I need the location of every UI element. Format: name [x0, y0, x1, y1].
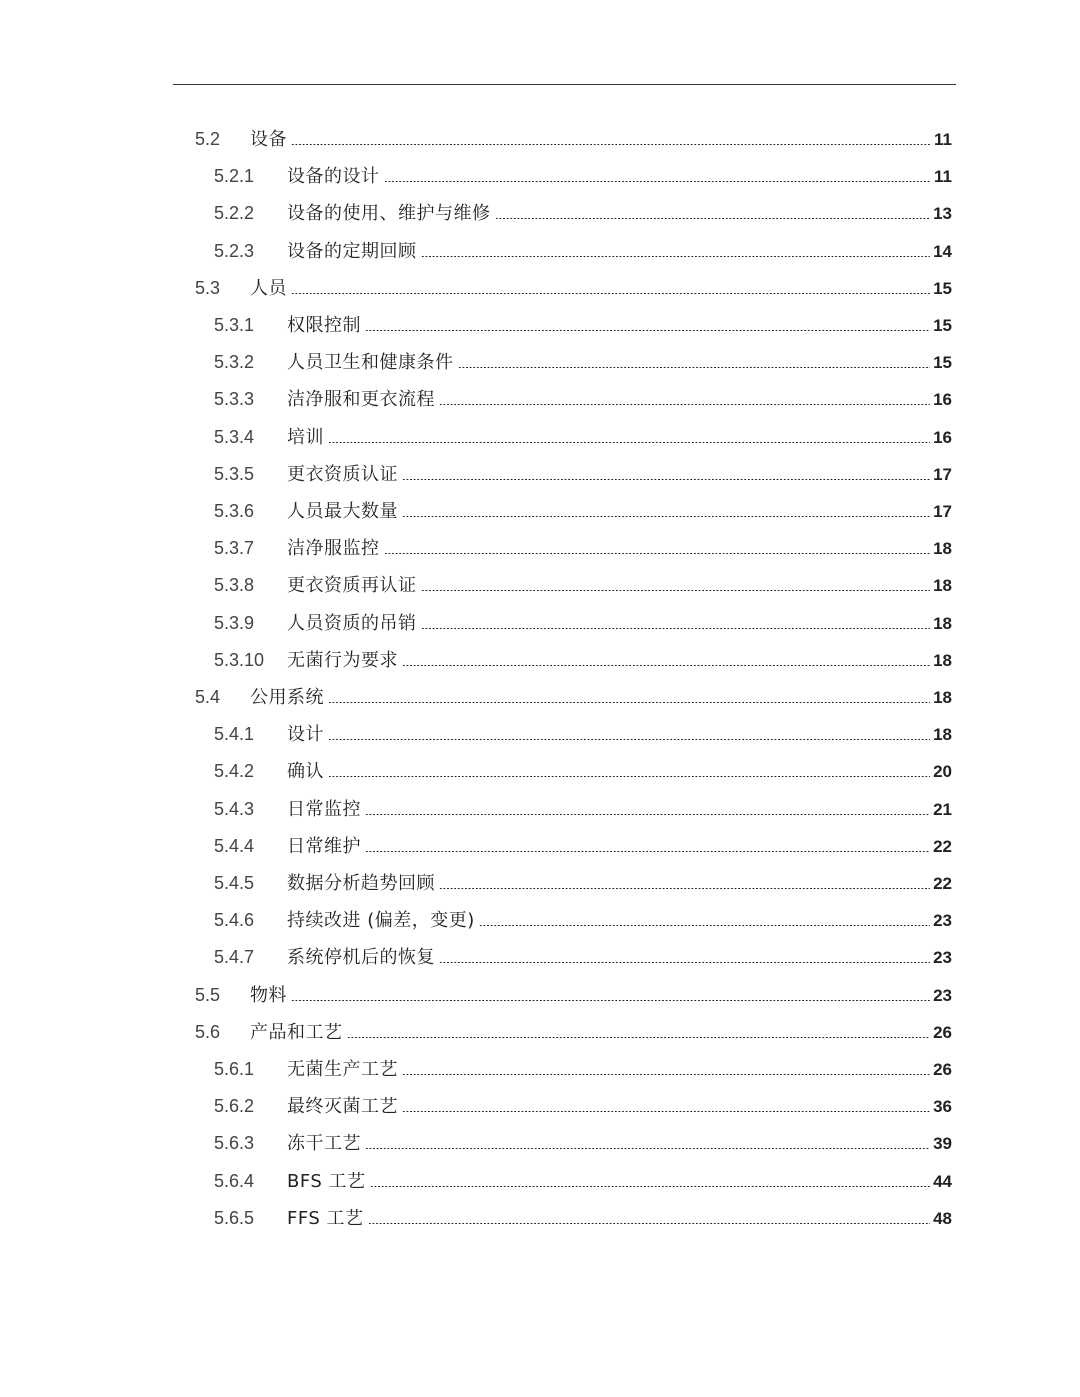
toc-page-number: 18 [933, 725, 952, 745]
toc-section-title: 人员资质的吊销 [287, 612, 417, 634]
toc-dot-leader [439, 404, 930, 405]
toc-page-number: 39 [933, 1134, 952, 1154]
toc-page-number: 48 [933, 1208, 952, 1228]
toc-page-number: 17 [933, 464, 952, 484]
toc-entry[interactable] [0, 939, 1080, 976]
toc-section-number: 5.3.7 [214, 538, 255, 559]
toc-page-number: 11 [934, 130, 952, 149]
toc-entry-line [287, 1051, 952, 1088]
toc-section-title: 培训 [287, 426, 324, 448]
toc-dot-leader [365, 330, 930, 331]
toc-dot-leader [291, 144, 931, 145]
toc-section-number: 5.4.3 [214, 798, 255, 819]
toc-section-number: 5.2 [195, 129, 221, 149]
toc-page-number: 14 [933, 241, 952, 261]
toc-page-number: 18 [933, 539, 952, 559]
toc-section-number: 5.6.3 [214, 1133, 255, 1154]
toc-section-number: 5.2.2 [214, 203, 255, 224]
toc-dot-leader [495, 218, 931, 219]
toc-page-number: 23 [933, 911, 952, 931]
toc-dot-leader [421, 256, 931, 257]
toc-dot-leader [365, 851, 930, 852]
toc-entry[interactable] [0, 121, 1080, 158]
toc-entry-line [287, 307, 952, 344]
toc-entry-line [287, 567, 952, 604]
toc-dot-leader [402, 1074, 930, 1075]
toc-section-title: 日常维护 [287, 835, 361, 857]
toc-page-number: 15 [933, 353, 952, 373]
toc-section-title: 公用系统 [250, 687, 324, 708]
toc-entry[interactable] [0, 419, 1080, 456]
toc-dot-leader [439, 962, 930, 963]
toc-entry-line [287, 419, 952, 456]
toc-dot-leader [328, 442, 930, 443]
toc-dot-leader [365, 814, 930, 815]
toc-section-title: FFS 工艺 [287, 1207, 364, 1229]
toc-section-title: 设备的定期回顾 [287, 240, 417, 262]
toc-entry[interactable] [0, 1051, 1080, 1088]
toc-section-number: 5.3.2 [214, 352, 255, 373]
toc-entry-line [287, 865, 952, 902]
toc-section-title: 洁净服监控 [287, 538, 380, 560]
toc-section-title: 更衣资质认证 [287, 463, 398, 485]
toc-section-title: 确认 [287, 761, 324, 783]
toc-section-number: 5.6.5 [214, 1207, 255, 1228]
toc-dot-leader [402, 665, 930, 666]
toc-section-title: 人员 [250, 277, 287, 299]
toc-entry-line [287, 716, 952, 753]
toc-section-number: 5.5 [195, 984, 221, 1005]
toc-entry[interactable] [0, 977, 1080, 1014]
toc-dot-leader [291, 1000, 930, 1001]
toc-dot-leader [421, 628, 931, 629]
toc-page-number: 44 [933, 1171, 952, 1191]
toc-entry[interactable] [0, 530, 1080, 567]
toc-dot-leader [384, 181, 932, 182]
toc-entry[interactable] [0, 716, 1080, 753]
toc-section-title: 更衣资质再认证 [287, 575, 417, 597]
toc-entry[interactable] [0, 679, 1080, 716]
toc-section-title: 设备的使用、维护与维修 [287, 203, 491, 225]
toc-page-number: 22 [933, 874, 952, 893]
toc-entry-line [287, 605, 952, 642]
toc-dot-leader [458, 367, 931, 368]
toc-dot-leader [439, 888, 930, 889]
toc-section-number: 5.4.5 [214, 873, 255, 893]
toc-section-title: 设备的设计 [287, 166, 380, 188]
header-rule [173, 84, 956, 85]
toc-section-title: 人员最大数量 [287, 501, 398, 522]
toc-entry[interactable] [0, 158, 1080, 195]
toc-section-number: 5.3.8 [214, 575, 255, 596]
toc-section-number: 5.6.2 [214, 1096, 255, 1117]
toc-entry-line [287, 530, 952, 567]
toc-section-number: 5.3 [195, 277, 221, 298]
toc-section-number: 5.4.4 [214, 835, 255, 856]
toc-entry[interactable] [0, 307, 1080, 344]
toc-entry-line [287, 233, 952, 270]
toc-section-title: 数据分析趋势回顾 [287, 873, 435, 894]
toc-entry-line [287, 753, 952, 790]
toc-page-number: 22 [933, 836, 952, 856]
toc-entry-line [250, 121, 952, 158]
toc-section-number: 5.4.7 [214, 947, 255, 968]
toc-dot-leader [479, 925, 930, 926]
toc-page-number: 17 [933, 502, 952, 521]
toc-entry-line [287, 902, 952, 939]
toc-dot-leader [347, 1037, 931, 1038]
toc-dot-leader [365, 1148, 930, 1149]
toc-section-title: 无菌行为要求 [287, 649, 398, 671]
toc-entry-line [287, 195, 952, 232]
toc-entry-line [287, 1088, 952, 1125]
toc-section-number: 5.4.1 [214, 724, 255, 745]
toc-section-number: 5.4 [195, 687, 221, 707]
toc-entry-line [287, 1163, 952, 1200]
toc-section-number: 5.3.9 [214, 612, 255, 633]
toc-dot-leader [328, 702, 930, 703]
toc-section-number: 5.6 [195, 1021, 221, 1042]
toc-dot-leader [328, 776, 930, 777]
toc-entry-line [287, 1200, 952, 1237]
toc-entry[interactable] [0, 828, 1080, 865]
toc-entry[interactable] [0, 195, 1080, 232]
toc-section-number: 5.3.4 [214, 426, 255, 447]
toc-section-number: 5.6.1 [214, 1059, 255, 1079]
toc-entry-line [250, 1014, 952, 1051]
toc-page-number: 26 [933, 1060, 952, 1079]
toc-page-number: 13 [933, 204, 952, 224]
toc-section-title: 最终灭菌工艺 [287, 1096, 398, 1118]
toc-entry-line [287, 493, 952, 530]
toc-entry[interactable] [0, 1014, 1080, 1051]
toc-entry[interactable] [0, 381, 1080, 418]
toc-entry-line [250, 679, 952, 716]
toc-section-title: 系统停机后的恢复 [287, 947, 435, 969]
toc-section-title: 设备 [250, 129, 287, 150]
toc-entry-line [250, 977, 952, 1014]
toc-entry[interactable] [0, 1125, 1080, 1162]
toc-section-title: 设计 [287, 724, 324, 746]
toc-entry-line [250, 270, 952, 307]
toc-page-number: 23 [933, 985, 952, 1005]
toc-entry-line [287, 158, 952, 195]
toc-entry[interactable] [0, 1088, 1080, 1125]
toc-page-number: 26 [933, 1022, 952, 1042]
toc-section-title: 无菌生产工艺 [287, 1059, 398, 1080]
toc-section-title: BFS 工艺 [287, 1170, 366, 1192]
toc-entry[interactable] [0, 1163, 1080, 1200]
toc-page-number: 16 [933, 427, 952, 447]
toc-page-number: 18 [933, 613, 952, 633]
toc-section-number: 5.4.2 [214, 761, 255, 782]
toc-section-title: 产品和工艺 [250, 1021, 343, 1043]
toc-entry[interactable] [0, 270, 1080, 307]
toc-entry-line [287, 828, 952, 865]
toc-section-title: 日常监控 [287, 798, 361, 820]
toc-entry[interactable] [0, 567, 1080, 604]
toc-entry[interactable] [0, 642, 1080, 679]
toc-entry-line [287, 344, 952, 381]
toc-page-number: 11 [934, 167, 952, 187]
toc-entry-line [287, 642, 952, 679]
toc-section-title: 权限控制 [287, 315, 361, 336]
toc-section-number: 5.3.5 [214, 463, 255, 484]
toc-section-number: 5.3.10 [214, 649, 265, 670]
toc-section-number: 5.3.6 [214, 501, 255, 521]
toc-section-title: 洁净服和更衣流程 [287, 389, 435, 411]
toc-entry-line [287, 939, 952, 976]
toc-entry-line [287, 456, 952, 493]
toc-dot-leader [402, 479, 930, 480]
toc-page-number: 15 [933, 278, 952, 298]
toc-entry[interactable] [0, 344, 1080, 381]
toc-page-number: 20 [933, 762, 952, 782]
toc-entry[interactable] [0, 791, 1080, 828]
toc-page-number: 18 [933, 650, 952, 670]
toc-section-number: 5.3.3 [214, 389, 255, 410]
toc-dot-leader [402, 1111, 930, 1112]
toc-dot-leader [291, 293, 930, 294]
toc-entry[interactable] [0, 233, 1080, 270]
toc-dot-leader [421, 590, 931, 591]
toc-section-title: 物料 [250, 984, 287, 1006]
toc-section-number: 5.6.4 [214, 1170, 255, 1191]
toc-section-title: 冻干工艺 [287, 1133, 361, 1155]
toc-entry[interactable] [0, 493, 1080, 530]
toc-dot-leader [328, 739, 930, 740]
toc-entry[interactable] [0, 456, 1080, 493]
toc-entry[interactable] [0, 865, 1080, 902]
toc-page-number: 18 [933, 688, 952, 707]
toc-page-number: 36 [933, 1097, 952, 1117]
toc-section-number: 5.4.6 [214, 910, 255, 931]
toc-page-number: 15 [933, 316, 952, 335]
toc-entry-line [287, 381, 952, 418]
toc-entry[interactable] [0, 605, 1080, 642]
toc-entry[interactable] [0, 753, 1080, 790]
toc-section-number: 5.2.1 [214, 166, 255, 187]
toc-entry[interactable] [0, 1200, 1080, 1237]
toc-entry-line [287, 1125, 952, 1162]
toc-section-title: 人员卫生和健康条件 [287, 352, 454, 374]
toc-page-number: 18 [933, 576, 952, 596]
toc-section-title: 持续改进 (偏差，变更) [287, 910, 475, 932]
toc-section-number: 5.3.1 [214, 315, 255, 335]
toc-dot-leader [402, 516, 930, 517]
toc-page-number: 21 [933, 799, 952, 819]
toc-dot-leader [384, 553, 931, 554]
toc-section-number: 5.2.3 [214, 240, 255, 261]
toc-page-number: 23 [933, 948, 952, 968]
toc-entry[interactable] [0, 902, 1080, 939]
toc-dot-leader [368, 1223, 931, 1224]
toc-dot-leader [370, 1186, 931, 1187]
toc-page-number: 16 [933, 390, 952, 410]
toc-entry-line [287, 791, 952, 828]
